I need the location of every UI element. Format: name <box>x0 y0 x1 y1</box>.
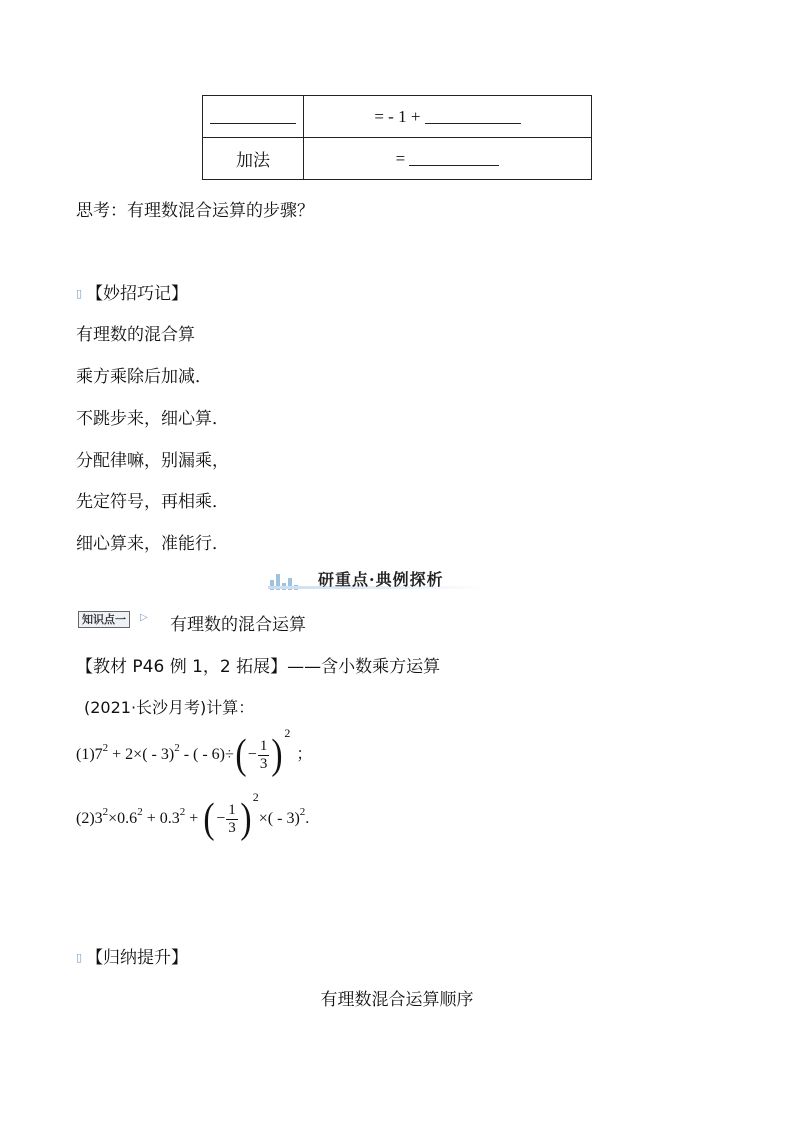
math-term: - ( - 6)÷ <box>179 746 234 763</box>
banner-title: 研重点·典例探析 <box>318 570 444 589</box>
exponent: 2 <box>174 742 180 754</box>
table-row <box>203 138 592 180</box>
section-banner <box>268 566 518 592</box>
tips-line: 乘方乘除后加减． <box>76 367 212 387</box>
result-prefix: = <box>395 148 410 168</box>
right-paren: ) <box>271 732 283 779</box>
tips-line: 先定符号，再相乘． <box>76 492 229 512</box>
fill-blank <box>425 107 521 124</box>
table-cell-step: 加法 <box>203 138 304 180</box>
result-prefix: = - 1 + <box>374 106 425 126</box>
fill-blank <box>409 149 499 166</box>
exponent: 2 <box>299 806 306 818</box>
right-paren: ) <box>240 796 252 843</box>
math-term: 3 <box>94 810 103 827</box>
exponent: 2 <box>102 742 109 754</box>
exponent: 2 <box>102 806 109 818</box>
math-term: ； <box>296 746 313 763</box>
fraction-denominator: 3 <box>259 755 268 772</box>
math-term: . <box>305 810 310 827</box>
left-paren: ( <box>235 732 247 779</box>
knowledge-point-title: 有理数的混合运算 <box>170 615 306 635</box>
question-1 <box>76 726 313 779</box>
knowledge-point-tag: 知识点一 <box>78 611 130 628</box>
fraction-numerator: 1 <box>228 801 236 818</box>
math-term: ×0.6 <box>108 810 138 827</box>
math-term: 7 <box>94 746 103 763</box>
tips-heading: 【妙招巧记】 <box>86 284 189 304</box>
tips-heading-row <box>76 279 188 304</box>
exponent: 2 <box>179 806 186 818</box>
fraction-denominator: 3 <box>228 819 236 836</box>
tips-line: 分配律嘛，别漏乘， <box>76 451 229 471</box>
table-cell-step-blank <box>203 96 304 138</box>
summary-heading: 【归纳提升】 <box>86 948 189 968</box>
question-2 <box>76 790 310 843</box>
example-source: 【教材 P46 例 1，2 拓展】——含小数乘方运算 <box>76 657 441 677</box>
arrow-right-icon: ▷ <box>140 612 148 623</box>
fraction-numerator: 1 <box>259 737 268 754</box>
minus-sign: − <box>216 810 226 828</box>
math-term: + 0.3 <box>142 810 180 827</box>
fraction <box>226 802 238 837</box>
summary-heading-row <box>76 943 188 968</box>
table-row <box>203 96 592 138</box>
exponent: 2 <box>252 790 259 804</box>
table-cell-result <box>304 138 592 180</box>
bookmark-icon: ▯ <box>76 951 83 964</box>
left-paren: ( <box>203 796 215 843</box>
fill-blank <box>210 107 296 124</box>
example-prompt: (2021·长沙月考)计算： <box>84 698 255 717</box>
question-label: (2) <box>76 810 95 827</box>
fraction <box>258 738 270 773</box>
exponent: 2 <box>284 726 291 740</box>
bookmark-icon: ▯ <box>76 287 83 300</box>
minus-sign: − <box>247 746 257 764</box>
math-term: + <box>185 810 203 827</box>
tips-line: 细心算来，准能行． <box>76 534 229 554</box>
operation-steps-table <box>202 95 592 180</box>
table-cell-result <box>304 96 592 138</box>
tips-line: 不跳步来，细心算． <box>76 409 229 429</box>
question-label: (1) <box>76 746 95 763</box>
tips-line: 有理数的混合算 <box>76 325 195 345</box>
exponent: 2 <box>137 806 143 818</box>
think-question: 思考：有理数混合运算的步骤？ <box>76 201 314 221</box>
math-term: + 2×( - 3) <box>108 746 175 763</box>
summary-title: 有理数混合运算顺序 <box>320 990 474 1010</box>
math-term: ×( - 3) <box>258 810 300 827</box>
